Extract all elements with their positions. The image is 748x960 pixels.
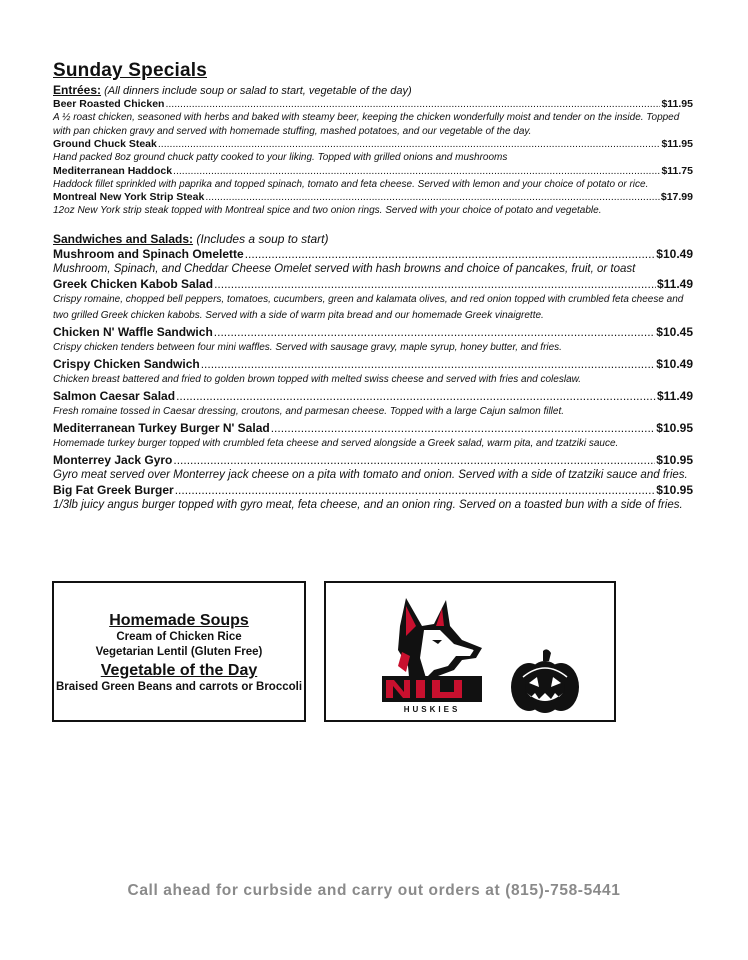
menu-item [53, 483, 693, 498]
soup-item: Vegetarian Lentil (Gluten Free) [95, 646, 263, 658]
item-name: Big Fat Greek Burger [53, 482, 174, 497]
item-description: Fresh romaine tossed in Caesar dressing, croutons, and parmesan cheese. Topped with a large Cajun salmon fillet. [53, 405, 565, 417]
item-price: $10.49 [656, 246, 693, 261]
menu-item [53, 389, 693, 404]
item-name: Mediterranean Haddock [53, 164, 173, 177]
item-description: Crispy chicken tenders between four mini waffles. Served with sausage gravy, maple syrup, honey butter, and fries. [53, 341, 562, 353]
menu-item [53, 421, 693, 436]
item-price: $11.49 [656, 276, 693, 291]
leader-dots [201, 357, 656, 372]
item-description: Homemade turkey burger topped with crumbled feta cheese and served alongside a Greek salad, warm pita, and tzatziki sauce. [53, 437, 619, 449]
leader-dots [214, 277, 656, 292]
menu-item [53, 98, 693, 111]
item-price: $17.99 [660, 191, 693, 203]
niu-letters [382, 676, 482, 702]
menu-item [53, 247, 693, 262]
entrees-label: Entrées: [53, 83, 102, 97]
item-price: $10.95 [656, 452, 693, 467]
sandwiches-note: (Includes a soup to start) [193, 231, 329, 246]
item-description: Hand packed 8oz ground chuck patty cooked to your liking. Topped with grilled onions and mushrooms [53, 152, 508, 163]
leader-dots [176, 389, 656, 404]
item-description: Gyro meat served over Monterrey jack cheese on a pita with tomato and onion. Served with a side of tzatziki sauce and fries. [53, 468, 688, 481]
entrees-note: (All dinners include soup or salad to start, vegetable of the day) [104, 85, 412, 97]
item-price: $10.49 [656, 356, 693, 371]
sandwiches-label: Sandwiches and Salads: [53, 231, 194, 246]
leader-dots [165, 98, 660, 111]
menu-item [53, 453, 693, 468]
footer-callout: Call ahead for curbside and carry out orders at (815)-758-5441 [127, 882, 621, 899]
item-description: Mushroom, Spinach, and Cheddar Cheese Omelet served with hash browns and choice of pancakes, fruit, or toast [53, 262, 636, 275]
item-name: Greek Chicken Kabob Salad [53, 276, 214, 291]
item-description: A ½ roast chicken, seasoned with herbs and baked with steamy beer, keeping the chicken wonderfully moist and tender on the inside. Topped with pan chicken gravy and served with homemade stuffing, mashed potatoes, and our vegetable of the day. [53, 112, 680, 137]
leader-dots [158, 138, 661, 151]
item-name: Mushroom and Spinach Omelette [53, 246, 244, 261]
menu-item [53, 357, 693, 372]
item-name: Mediterranean Turkey Burger N' Salad [53, 420, 270, 435]
huskies-wordmark: HUSKIES [403, 705, 461, 714]
husky-head-icon [398, 598, 482, 688]
soups-box [52, 581, 306, 722]
item-description: Crispy romaine, chopped bell peppers, tomatoes, cucumbers, green and kalamata olives, and red onion topped with crumbled feta cheese and two grilled Greek chicken kabobs. Served with a side of warm pita bread and our homemade Greek vinaigrette. [53, 293, 684, 321]
sandwiches-header [53, 232, 693, 246]
item-price: $11.75 [661, 164, 693, 177]
entrees-section [53, 84, 693, 218]
item-description: 12oz New York strip steak topped with Montreal spice and two onion rings. Served with your choice of potato and vegetable. [53, 205, 602, 216]
item-name: Chicken N' Waffle Sandwich [53, 324, 213, 339]
sandwiches-section [53, 232, 693, 512]
item-description: Haddock fillet sprinkled with paprika and topped spinach, tomato and feta cheese. Served with lemon and your choice of potato or rice. [53, 178, 649, 190]
item-name: Crispy Chicken Sandwich [53, 356, 200, 371]
menu-page [53, 60, 693, 512]
soups-title: Homemade Soups [109, 612, 249, 629]
vegetable-title: Vegetable of the Day [100, 662, 258, 679]
leader-dots [173, 165, 660, 178]
leader-dots [173, 453, 655, 468]
menu-item [53, 325, 693, 340]
entrees-header [53, 84, 693, 98]
item-price: $11.95 [661, 98, 693, 110]
menu-item [53, 165, 693, 178]
item-description: Chicken breast battered and fried to golden brown topped with melted swiss cheese and served with fries and coleslaw. [53, 373, 582, 385]
item-name: Beer Roasted Chicken [53, 98, 165, 110]
logo-box [324, 581, 616, 722]
leader-dots [271, 421, 656, 436]
item-name: Ground Chuck Steak [53, 138, 157, 150]
page-title: Sunday Specials [53, 60, 208, 81]
menu-item [53, 138, 693, 151]
item-price: $10.45 [656, 324, 693, 339]
item-price: $10.95 [656, 420, 693, 435]
item-price: $11.95 [661, 138, 693, 150]
item-name: Monterrey Jack Gyro [53, 452, 173, 467]
leader-dots [175, 483, 656, 498]
menu-item [53, 191, 693, 204]
leader-dots [205, 191, 660, 204]
item-description: 1/3lb juicy angus burger topped with gyro meat, feta cheese, and an onion ring. Served on a toasted bun with a side of fries. [53, 498, 683, 511]
item-price: $10.95 [656, 482, 693, 497]
item-price: $11.49 [656, 388, 693, 403]
menu-item [53, 277, 693, 292]
soup-item: Cream of Chicken Rice [116, 631, 242, 643]
leader-dots [214, 325, 656, 340]
jack-o-lantern-icon [509, 647, 581, 715]
leader-dots [245, 247, 656, 262]
item-name: Montreal New York Strip Steak [53, 191, 205, 203]
item-name: Salmon Caesar Salad [53, 388, 176, 403]
vegetable-item: Braised Green Beans and carrots or Broccoli [55, 681, 303, 693]
niu-huskies-logo [376, 596, 488, 714]
